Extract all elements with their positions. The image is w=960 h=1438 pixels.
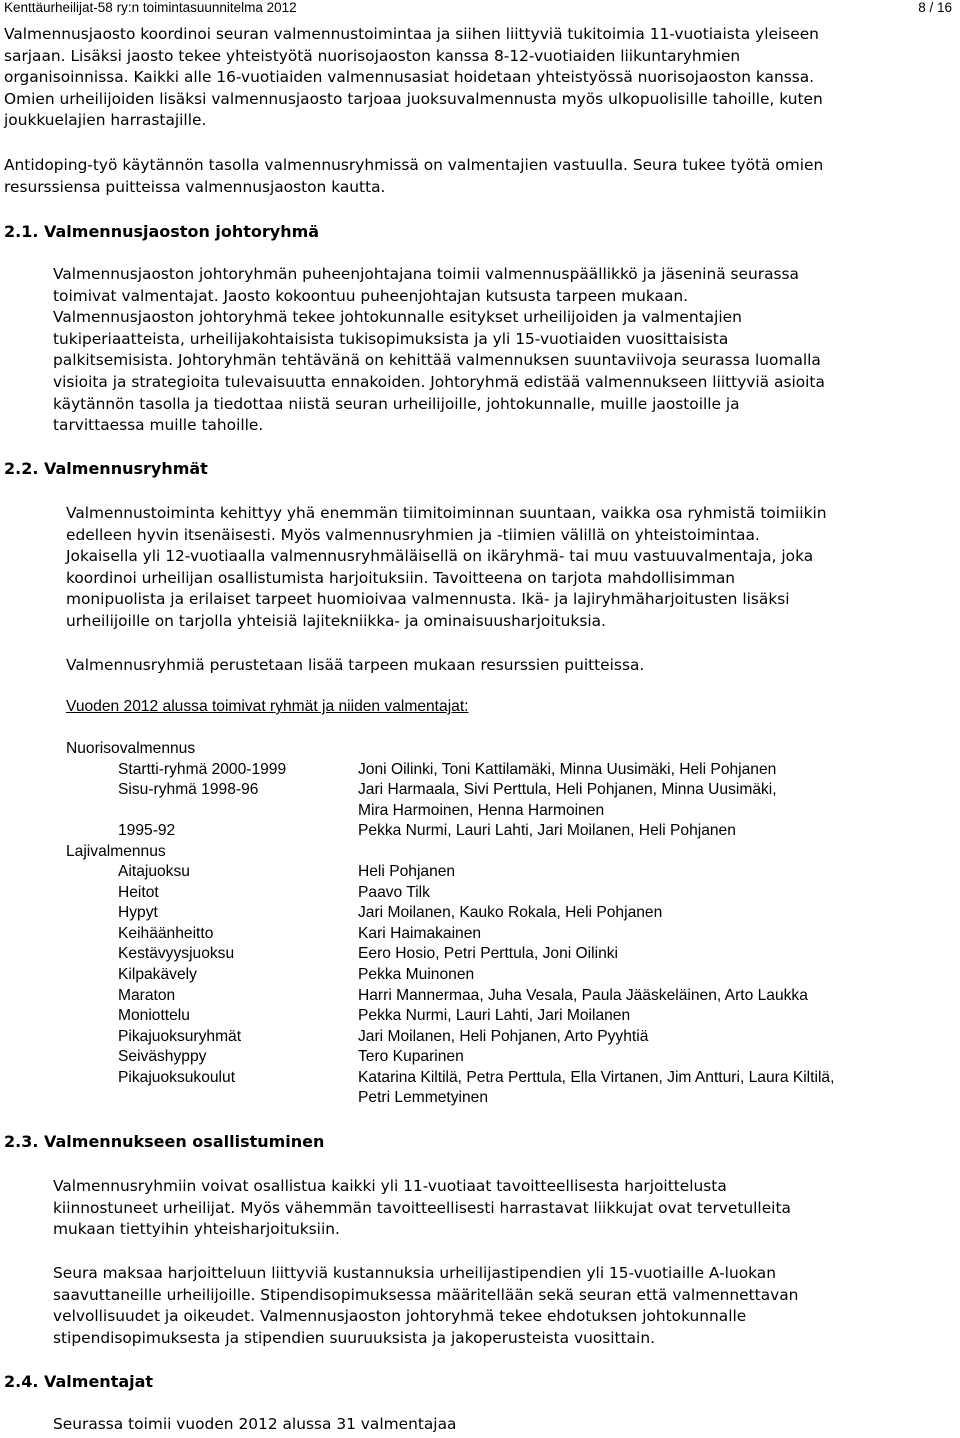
section-heading-2-2: 2.2. Valmennusryhmät [4,459,208,478]
group-name: Pikajuoksuryhmät [118,1028,242,1045]
group-coaches: Mira Harmoinen, Henna Harmoinen [358,802,605,819]
text-line: tukiperiaatteista, urheilijakohtaisista tukisopimuksista ja yli 15-vuotiaiden vuosittaisista [53,329,729,348]
group-coaches: Jari Moilanen, Kauko Rokala, Heli Pohjanen [358,904,663,921]
category-events: Lajivalmennus [66,843,166,860]
text-line: tarvittaessa muille tahoille. [53,416,264,435]
groups-heading: Vuoden 2012 alussa toimivat ryhmät ja niiden valmentajat: [66,698,469,715]
section-heading-2-1: 2.1. Valmennusjaoston johtoryhmä [4,222,320,241]
group-name: Keihäänheitto [118,925,214,942]
section-2-3-paragraph [53,1176,791,1241]
text-line: resurssiensa puitteissa valmennusjaoston kautta. [4,177,386,196]
group-name: Aitajuoksu [118,863,190,880]
text-line: monipuolista ja erilaiset tarpeet huomioivaa valmennusta. Ikä- ja lajiryhmäharjoitusten lisäksi [66,590,790,609]
group-coaches: Tero Kuparinen [358,1048,464,1065]
text-line: Jokaisella yli 12-vuotiaalla valmennusryhmäläisellä on ikäryhmä- tai muu vastuuvalmentaja, joka [66,547,814,566]
text-line: Valmennusryhmiin voivat osallistua kaikki yli 11-vuotiaat tavoitteellisesta harjoittelusta [53,1177,727,1195]
text-line: Valmennustoiminta kehittyy yhä enemmän tiimitoiminnan suuntaan, vaikka osa ryhmistä toimiikin [66,504,827,522]
text-line: stipendisopimuksesta ja stipendien suuruuksista ja jakoperusteista vuosittain. [53,1328,655,1347]
text-line: organisoinnissa. Kaikki alle 16-vuotiaiden valmennusasiat hoidetaan yhteistyössä nuorisojaoston kanssa. [4,68,815,87]
group-name: Kestävyysjuoksu [118,945,235,962]
group-coaches: Pekka Muinonen [358,966,475,983]
text-line: kiinnostuneet urheilijat. Myös vähemmän tavoitteellisesti harrastavat liikkujat ovat tervetulleita [53,1198,791,1217]
text-line: Valmennusjaosto koordinoi seuran valmennustoimintaa ja siihen liittyviä tukitoimia 11-vuotiaista yleiseen [4,25,819,43]
group-coaches: Pekka Nurmi, Lauri Lahti, Jari Moilanen, Heli Pohjanen [358,822,736,839]
intro-paragraph [4,24,823,132]
text-line: käytännön tasolla ja tiedottaa niistä seuran urheilijoille, johtokunnalle, muille jaostoille ja [53,394,740,413]
text-line: palkitsemisista. Johtoryhmän tehtävänä on kehittää valmennuksen suuntaviivoja seurassa luomalla [53,351,821,370]
page-number: 8 / 16 [918,0,952,15]
group-name: Maraton [118,987,176,1004]
text-line: edelleen hyvin itsenäisesti. Myös valmennusryhmien ja -tiimien välillä on yhteistoimintaa. [66,525,760,544]
group-coaches: Katarina Kiltilä, Petra Perttula, Ella Virtanen, Jim Antturi, Laura Kiltilä, [358,1069,835,1086]
group-coaches: Jari Harmaala, Sivi Perttula, Heli Pohjanen, Minna Uusimäki, [358,781,777,798]
category-youth: Nuorisovalmennus [66,740,196,757]
text-line: visioita ja strategioita tulevaisuutta ennakoiden. Johtoryhmä edistää valmennukseen liittyviä asioita [53,372,825,391]
group-name: Moniottelu [118,1007,190,1024]
group-name: Seiväshyppy [118,1048,207,1065]
group-name: Kilpakävely [118,966,197,983]
section-2-1-paragraph [53,264,825,437]
text-line: koordinoi urheilijan osallistumista harjoituksiin. Tavoitteena on tarjota mahdollisimman [66,568,736,587]
group-coaches: Petri Lemmetyinen [358,1089,489,1106]
text-line: saavuttaneille urheilijoille. Stipendisopimuksessa määritellään sekä seuran että valmennettavan [53,1285,799,1304]
group-coaches: Kari Haimakainen [358,925,482,942]
group-coaches: Heli Pohjanen [358,863,456,880]
text-line: Valmennusjaoston johtoryhmä tekee johtokunnalle esitykset urheilijoiden ja valmentajien [53,308,742,327]
text-line: joukkuelajien harrastajille. [4,111,207,130]
group-coaches: Harri Mannermaa, Juha Vesala, Paula Jääskeläinen, Arto Laukka [358,987,808,1004]
group-name: 1995-92 [118,822,176,839]
section-heading-2-4: 2.4. Valmentajat [4,1372,154,1391]
group-name: Pikajuoksukoulut [118,1069,236,1086]
group-coaches: Jari Moilanen, Heli Pohjanen, Arto Pyyhtiä [358,1028,649,1045]
group-coaches: Pekka Nurmi, Lauri Lahti, Jari Moilanen [358,1007,631,1024]
antidoping-paragraph [4,155,823,198]
group-name: Hypyt [118,904,158,921]
text-line: Antidoping-työ käytännön tasolla valmennusryhmissä on valmentajien vastuulla. Seura tukee työtä omien [4,156,824,174]
group-coaches: Paavo Tilk [358,884,430,901]
group-coaches: Joni Oilinki, Toni Kattilamäki, Minna Uusimäki, Heli Pohjanen [358,761,777,778]
text-line: urheilijoille on tarjolla yhteisiä lajitekniikka- ja ominaisuusharjoituksia. [66,611,606,630]
text-line: Omien urheilijoiden lisäksi valmennusjaosto tarjoaa juoksuvalmennusta myös ulkopuolisille tahoille, kuten [4,89,823,108]
group-coaches: Eero Hosio, Petri Perttula, Joni Oilinki [358,945,618,962]
text-line: mukaan tiettyihin yhteisharjoituksiin. [53,1220,340,1239]
text-line: Valmennusjaoston johtoryhmän puheenjohtajana toimii valmennuspäällikkö ja jäseninä seurassa [53,265,799,283]
text-line: velvollisuudet ja oikeudet. Valmennusjaoston johtoryhmä tekee ehdotuksen johtokunnalle [53,1307,747,1326]
section-2-3-stipend-paragraph [53,1263,798,1349]
section-2-4-text: Seurassa toimii vuoden 2012 alussa 31 valmentajaa [53,1415,457,1433]
text-line: Seura maksaa harjoitteluun liittyviä kustannuksia urheilijastipendien yli 15-vuotiaille A-luokan [53,1264,776,1282]
text-line: sarjaan. Lisäksi jaosto tekee yhteistyötä nuorisojaoston kanssa 8-12-vuotiaiden liikuntaryhmien [4,46,741,65]
section-2-2-paragraph [66,503,827,633]
group-name: Sisu-ryhmä 1998-96 [118,781,259,798]
section-heading-2-3: 2.3. Valmennukseen osallistuminen [4,1132,325,1151]
text-line: toimivat valmentajat. Jaosto kokoontuu puheenjohtajan kutsusta tarpeen mukaan. [53,286,689,305]
section-2-2-note: Valmennusryhmiä perustetaan lisää tarpeen mukaan resurssien puitteissa. [66,656,645,674]
group-name: Startti-ryhmä 2000-1999 [118,761,287,778]
document-header-title: Kenttäurheilijat-58 ry:n toimintasuunnitelma 2012 [4,0,297,15]
group-name: Heitot [118,884,159,901]
